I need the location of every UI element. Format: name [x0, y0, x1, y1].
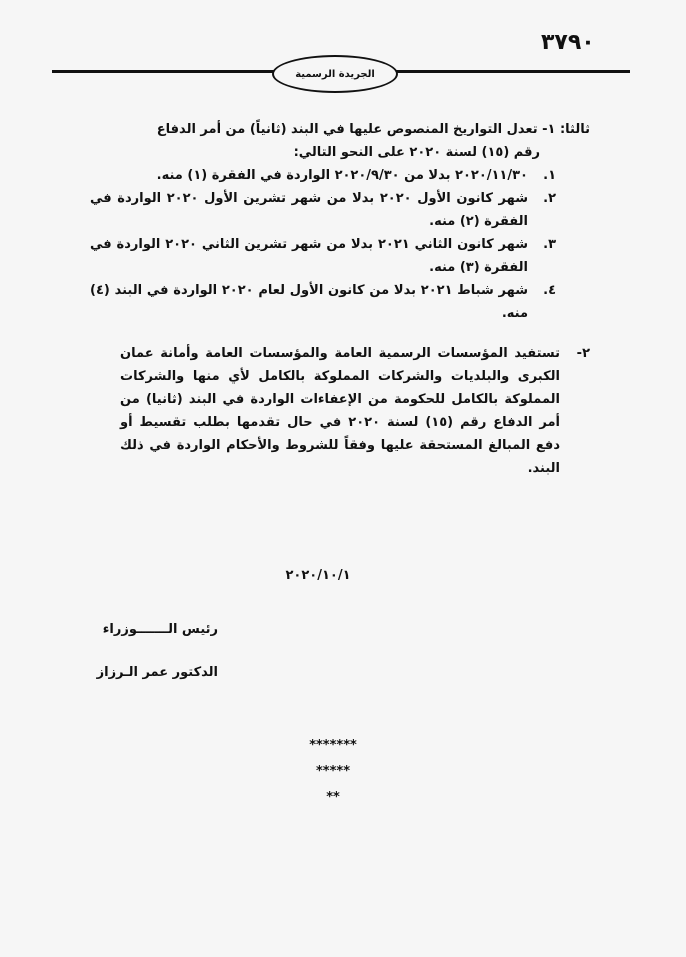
list-item	[70, 279, 590, 325]
gazette-name-oval: الجريدة الرسمية	[272, 55, 398, 93]
separator-stars: *****	[316, 764, 350, 779]
clause-2-number: ٢-	[576, 346, 590, 361]
clause-2	[70, 342, 590, 480]
page-number: ٣٧٩٠	[541, 30, 595, 55]
list-item	[70, 164, 590, 187]
separator-stars: *******	[309, 738, 357, 753]
list-item	[70, 233, 590, 279]
clause-3-line-2: رقم (١٥) لسنة ٢٠٢٠ على النحو التالي:	[293, 145, 540, 160]
decree-body	[70, 118, 590, 480]
item-number: ٣.	[543, 237, 556, 252]
item-text: شهر كانون الثاني ٢٠٢١ بدلا من شهر تشرين الثاني ٢٠٢٠ الواردة في الفقرة (٣) منه.	[90, 237, 528, 275]
clause-3-line-1: ثالثا: ١- تعدل التواريخ المنصوص عليها في البند (ثانياً) من أمر الدفاع	[156, 122, 590, 137]
signatory-name: الدكتور عمر الـرزاز	[96, 665, 218, 680]
item-text: شهر كانون الأول ٢٠٢٠ بدلا من شهر تشرين الأول ٢٠٢٠ الواردة في الفقرة (٢) منه.	[90, 191, 528, 229]
list-item	[70, 187, 590, 233]
clause-2-text: تستفيد المؤسسات الرسمية العامة والمؤسسات العامة وأمانة عمان الكبرى والبلديات والشركات المملوكة بالكامل لأي منها والشركات المملوكة بالكامل للحكومة من الإعفاءات الواردة في البند (ثانيا) من أمر الدفاع رقم (١٥) لسنة ٢٠٢٠ في حال تقدمها بطلب تقسيط أو دفع المبالغ المستحقة عليها وفقاً للشروط والأحكام الواردة في ذلك البند.	[120, 346, 561, 476]
separator-stars: **	[326, 790, 340, 805]
item-number: ٤.	[543, 283, 556, 298]
item-number: ٢.	[543, 191, 556, 206]
item-number: ١.	[543, 168, 556, 183]
signatory-title: رئيس الـــــــوزراء	[102, 622, 218, 637]
item-text: شهر شباط ٢٠٢١ بدلا من كانون الأول لعام ٢٠٢٠ الواردة في البند (٤) منه.	[90, 283, 528, 321]
item-text: ٢٠٢٠/١١/٣٠ بدلا من ٢٠٢٠/٩/٣٠ الواردة في الفقرة (١) منه.	[156, 168, 528, 183]
decree-date: ٢٠٢٠/١٠/١	[285, 568, 351, 583]
